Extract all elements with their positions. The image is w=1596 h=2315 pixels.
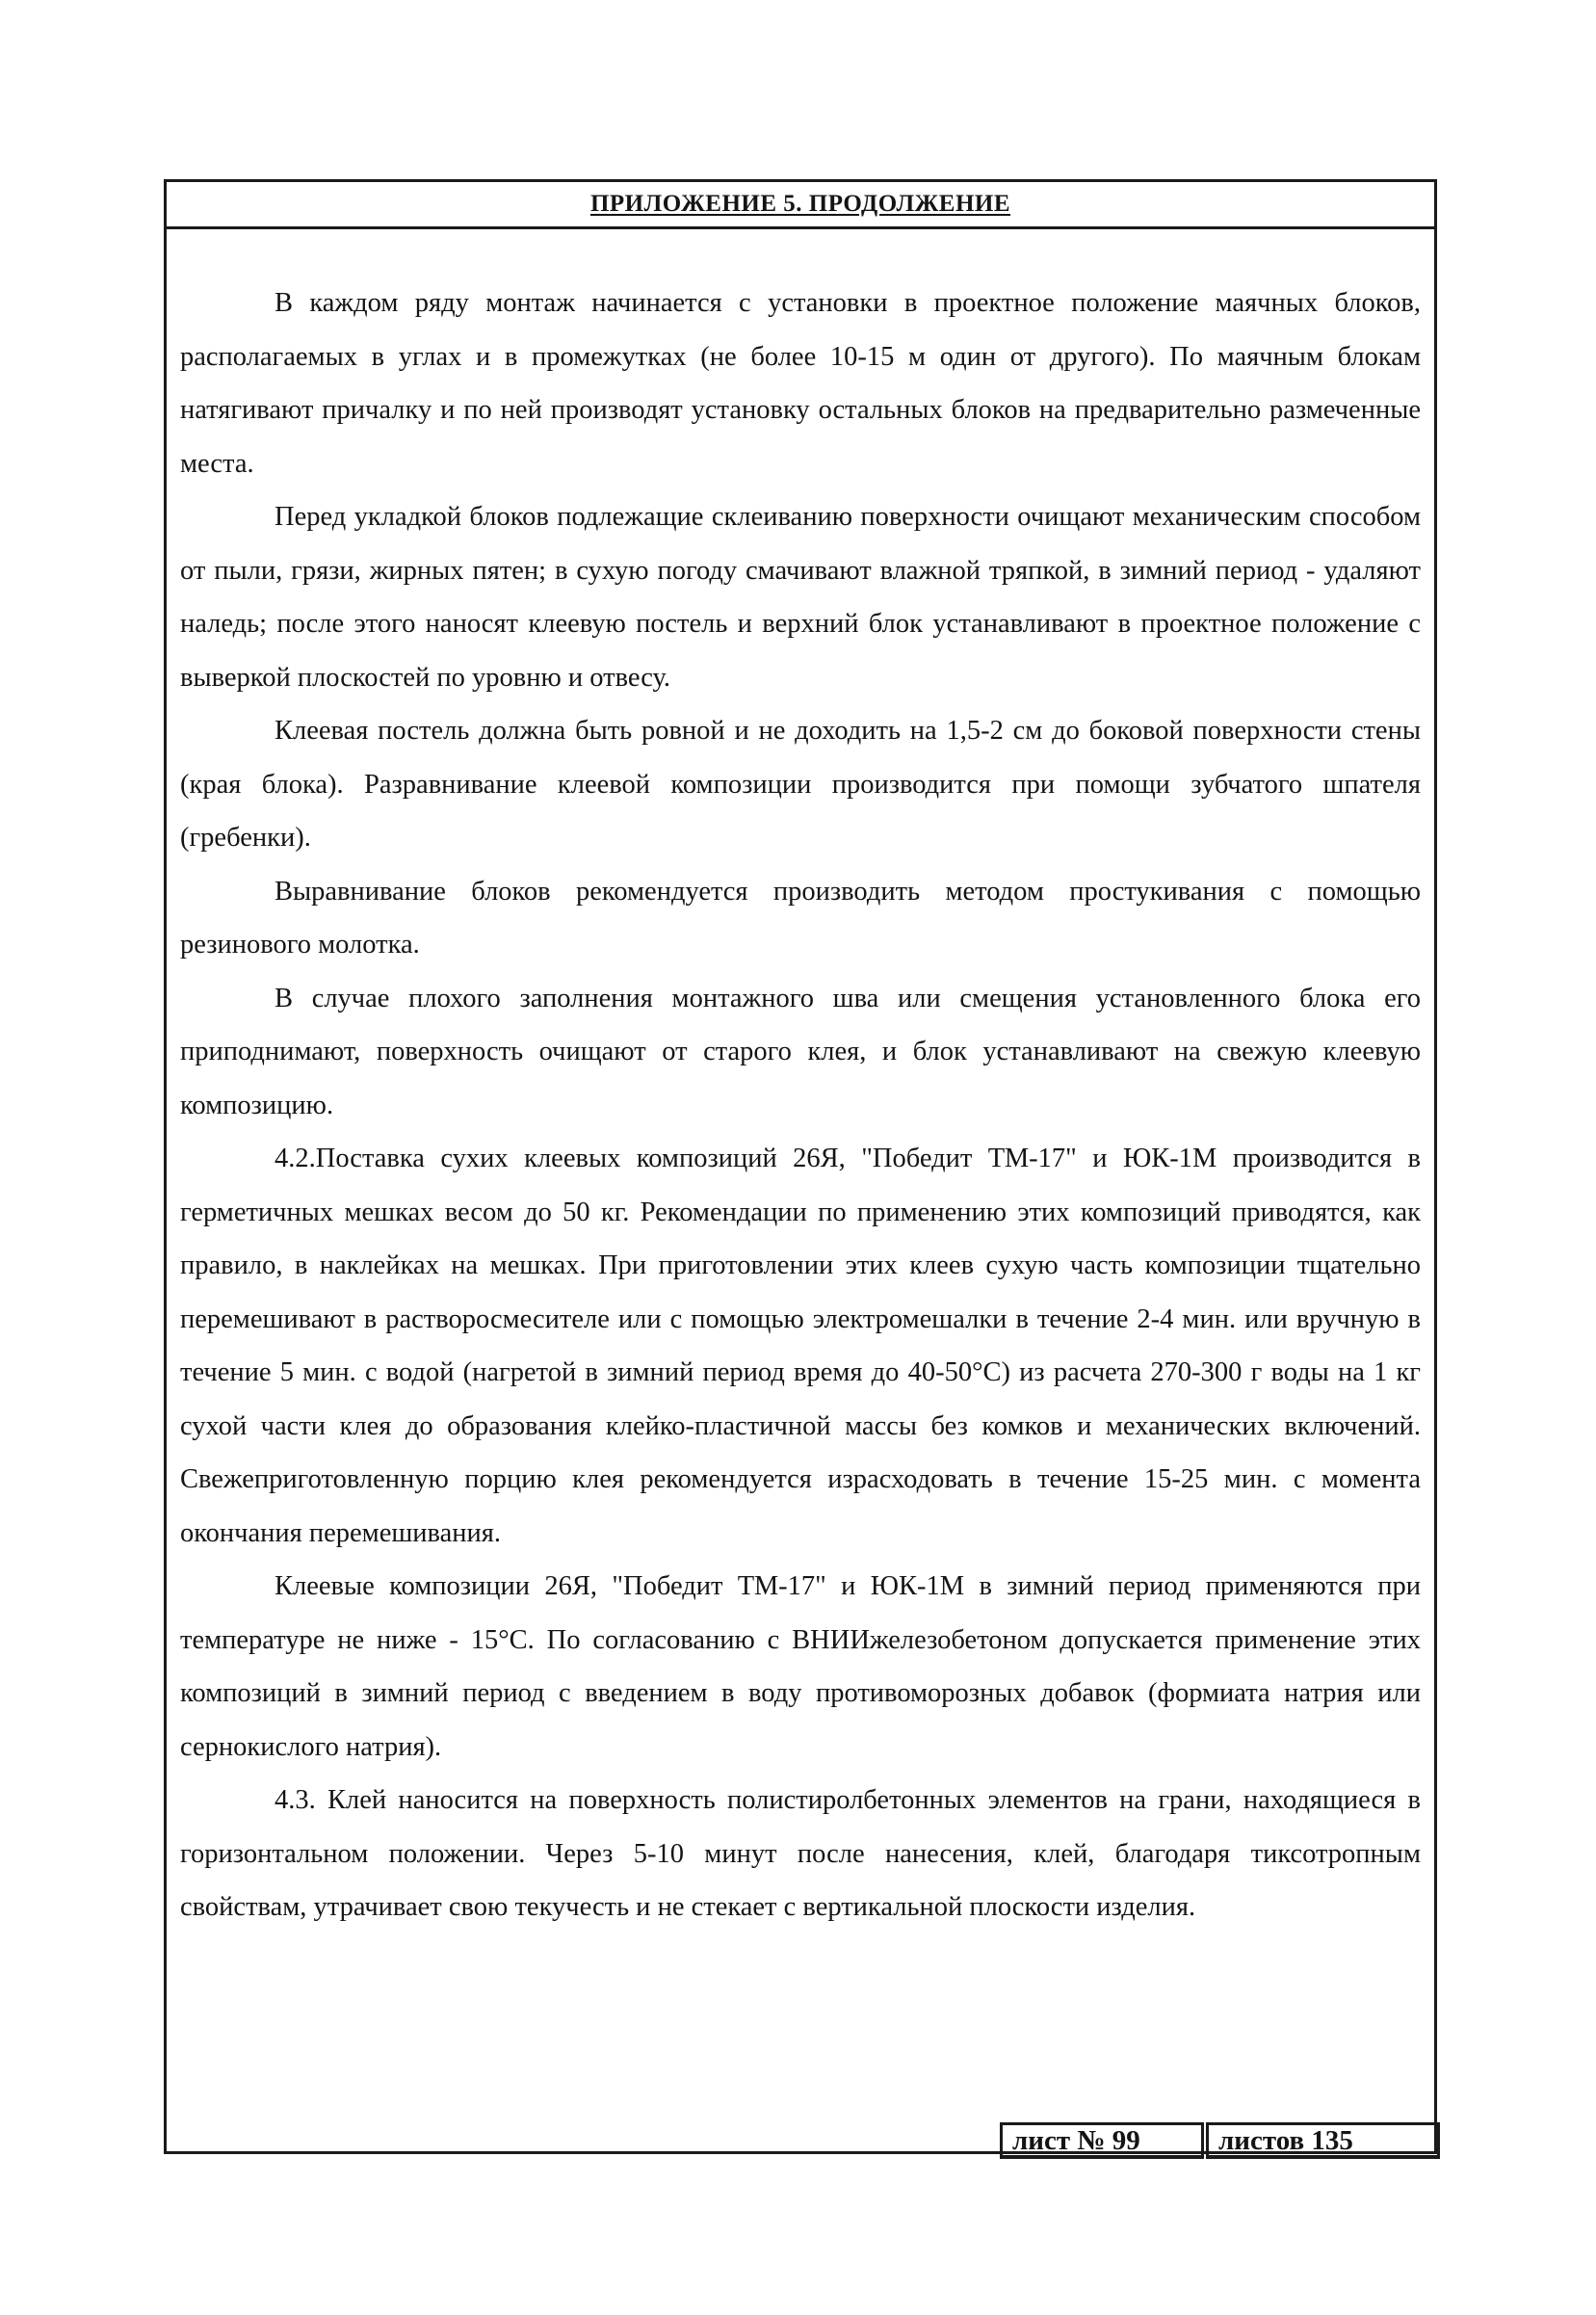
document-body [180,276,1421,1934]
sheet-total-box: листов 135 [1206,2122,1440,2159]
paragraph: В случае плохого заполнения монтажного шва или смещения установленного блока его приподнимают, поверхность очищают от старого клея, и блок устанавливают на свежую клеевую композицию. [180,983,1421,1120]
sheet-number-box: лист № 99 [1000,2122,1204,2159]
paragraph: Перед укладкой блоков подлежащие склеиванию поверхности очищают механическим способом от пыли, грязи, жирных пятен; в сухую погоду смачивают влажной тряпкой, в зимний период - удаляют наледь; после этого наносят клеевую постель и верхний блок устанавливают в проектное положение с выверкой плоскостей по уровню и отвесу. [180,502,1421,693]
page-frame [164,179,1437,2154]
paragraph: Выравнивание блоков рекомендуется производить методом простукивания с помощью резинового молотка. [180,876,1421,960]
page-header [167,182,1434,229]
paragraph: 4.2.Поставка сухих клеевых композиций 26Я, "Победит ТМ-17" и ЮК-1М производится в герметичных мешках весом до 50 кг. Рекомендации по применению этих композиций приводятся, как правило, в наклейках на мешках. При приготовлении этих клеев сухую часть композиции тщательно перемешивают в растворосмесителе или с помощью электромешалки в течение 2-4 мин. или вручную в течение 5 мин. с водой (нагретой в зимний период время до 40-50°С) из расчета 270-300 г воды на 1 кг сухой части клея до образования клейко-пластичной массы без комков и механических включений. Свежеприготовленную порцию клея рекомендуется израсходовать в течение 15-25 мин. с момента окончания перемешивания. [180,1144,1421,1548]
paragraph: Клеевая постель должна быть ровной и не доходить на 1,5-2 см до боковой поверхности стены (края блока). Разравнивание клеевой композиции производится при помощи зубчатого шпателя (гребенки). [180,716,1421,853]
paragraph: Клеевые композиции 26Я, "Победит ТМ-17" и ЮК-1М в зимний период применяются при температуре не ниже - 15°С. По согласованию с ВНИИжелезобетоном допускается применение этих композиций в зимний период с введением в воду противоморозных добавок (формиата натрия или сернокислого натрия). [180,1571,1421,1762]
paragraph: В каждом ряду монтаж начинается с установки в проектное положение маячных блоков, располагаемых в углах и в промежутках (не более 10-15 м один от другого). По маячным блокам натягивают причалку и по ней производят установку остальных блоков на предварительно размеченные места. [180,288,1421,479]
header-title: ПРИЛОЖЕНИЕ 5. ПРОДОЛЖЕНИЕ [589,191,1011,217]
paragraph: 4.3. Клей наносится на поверхность полистиролбетонных элементов на грани, находящиеся в горизонтальном положении. Через 5-10 минут после нанесения, клей, благодаря тиксотропным свойствам, утрачивает свою текучесть и не стекает с вертикальной плоскости изделия. [180,1785,1421,1922]
